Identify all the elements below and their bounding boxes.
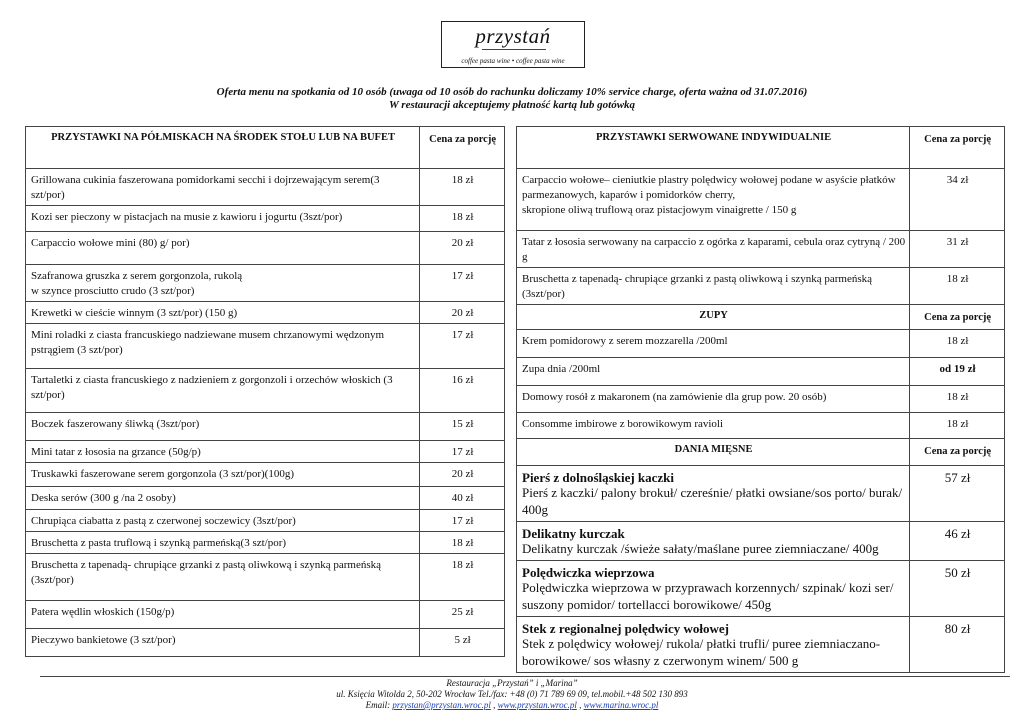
menu-row bbox=[517, 413, 1005, 439]
menu-row bbox=[517, 231, 1005, 268]
menu-row bbox=[26, 510, 505, 532]
dish-name: Mini tatar z łososia na grzance (50g/p) bbox=[31, 446, 201, 458]
intro-text bbox=[0, 86, 1024, 111]
price-header: Cena za porcję bbox=[420, 127, 505, 169]
dish-cell bbox=[517, 358, 910, 386]
logo-tagline: coffee pasta wine • coffee pasta wine bbox=[461, 57, 565, 65]
dish-price: 40 zł bbox=[420, 487, 505, 510]
table-header-row bbox=[26, 127, 505, 169]
menu-row bbox=[517, 466, 1005, 522]
menu-row bbox=[26, 554, 505, 601]
dish-name: Zupa dnia /200ml bbox=[522, 363, 601, 375]
dish-price: 18 zł bbox=[910, 386, 1005, 413]
dish-cell bbox=[26, 265, 420, 302]
dish-cell bbox=[26, 554, 420, 601]
dish-name: Tatar z łososia serwowany na carpaccio z ogórka z kaparami, cebula oraz cytryną / 200 g bbox=[522, 236, 906, 263]
intro-line-2: W restauracji akceptujemy płatność kartą lub gotówką bbox=[388, 98, 636, 111]
dish-cell bbox=[26, 206, 420, 232]
footer bbox=[0, 678, 1024, 711]
dish-price: od 19 zł bbox=[910, 358, 1005, 386]
footer-divider bbox=[40, 676, 1010, 677]
menu-row bbox=[26, 169, 505, 206]
dish-price: 18 zł bbox=[910, 268, 1005, 305]
dish-description: Stek z polędwicy wołowej/ rukola/ płatki trufli/ puree ziemniaczano-borowikowe/ sos własny z czerwonym winem/ 500 g bbox=[522, 636, 881, 668]
dish-name: Truskawki faszerowane serem gorgonzola (3 szt/por)(100g) bbox=[31, 468, 295, 480]
dish-name: Polędwiczka wieprzowa bbox=[522, 565, 655, 580]
table-header-row bbox=[517, 127, 1005, 169]
dish-price: 25 zł bbox=[420, 601, 505, 629]
dish-name: Krem pomidorowy z serem mozzarella /200ml bbox=[522, 335, 728, 347]
price-header: Cena za porcję bbox=[910, 305, 1005, 330]
dish-name: Deska serów (300 g /na 2 osoby) bbox=[31, 492, 176, 504]
dish-cell bbox=[517, 386, 910, 413]
dish-name: Consomme imbirowe z borowikowym ravioli bbox=[522, 418, 724, 430]
footer-email-label: Email: bbox=[365, 700, 393, 710]
footer-separator: , bbox=[490, 700, 498, 710]
dish-name: Pierś z dolnośląskiej kaczki bbox=[522, 470, 675, 485]
dish-cell bbox=[517, 330, 910, 358]
dish-cell bbox=[517, 617, 910, 673]
dish-price: 17 zł bbox=[420, 324, 505, 369]
dish-cell bbox=[26, 601, 420, 629]
menu-row bbox=[517, 330, 1005, 358]
dish-cell bbox=[517, 413, 910, 439]
dish-name: Bruschetta z pasta truflową i szynką parmeńską(3 szt/por) bbox=[31, 537, 287, 549]
dish-name: Stek z regionalnej polędwicy wołowej bbox=[522, 621, 730, 636]
restaurant-logo bbox=[441, 21, 585, 68]
dish-description: Delikatny kurczak /świeże sałaty/maślane puree ziemniaczane/ 400g bbox=[522, 541, 879, 556]
menu-row bbox=[26, 463, 505, 487]
dish-name: Carpaccio wołowe mini (80) g/ por) bbox=[31, 237, 190, 249]
dish-price: 57 zł bbox=[910, 466, 1005, 522]
dish-price: 80 zł bbox=[910, 617, 1005, 673]
dish-cell bbox=[517, 466, 910, 522]
dish-price: 18 zł bbox=[910, 413, 1005, 439]
dish-price: 31 zł bbox=[910, 231, 1005, 268]
logo-name: przystań bbox=[475, 24, 551, 48]
menu-row bbox=[517, 617, 1005, 673]
dish-description: Polędwiczka wieprzowa w przyprawach korzennych/ szpinak/ kozi ser/ suszony pomidor/ tortellacci borowikowe/ 450g bbox=[522, 580, 894, 612]
dish-cell bbox=[26, 463, 420, 487]
starters-individual-table bbox=[516, 126, 1005, 673]
dish-cell bbox=[26, 510, 420, 532]
dish-price: 16 zł bbox=[420, 369, 505, 413]
menu-row bbox=[26, 369, 505, 413]
menu-row bbox=[26, 265, 505, 302]
dish-cell bbox=[26, 441, 420, 463]
dish-price: 18 zł bbox=[420, 206, 505, 232]
dish-cell bbox=[26, 532, 420, 554]
menu-row bbox=[26, 629, 505, 657]
dish-cell bbox=[26, 324, 420, 369]
menu-row bbox=[26, 601, 505, 629]
dish-price: 17 zł bbox=[420, 441, 505, 463]
dish-price: 50 zł bbox=[910, 561, 1005, 617]
dish-price: 17 zł bbox=[420, 265, 505, 302]
section-title: DANIA MIĘSNE bbox=[517, 439, 910, 466]
menu-row bbox=[26, 532, 505, 554]
dish-name: Pieczywo bankietowe (3 szt/por) bbox=[31, 634, 176, 646]
dish-cell bbox=[26, 629, 420, 657]
menu-row bbox=[26, 441, 505, 463]
dish-price: 18 zł bbox=[420, 554, 505, 601]
dish-name: Delikatny kurczak bbox=[522, 526, 625, 541]
dish-name: Boczek faszerowany śliwką (3szt/por) bbox=[31, 418, 200, 430]
dish-cell bbox=[26, 302, 420, 324]
dish-price: 46 zł bbox=[910, 522, 1005, 561]
email-link[interactable]: przystan@przystan.wroc.pl bbox=[392, 700, 491, 710]
dish-name: Patera wędlin włoskich (150g/p) bbox=[31, 606, 175, 618]
dish-cell bbox=[26, 232, 420, 265]
intro-line-1: Oferta menu na spotkania od 10 osób (uwaga od 10 osób do rachunku doliczamy 10% service charge, oferta ważna od 31.07.2016) bbox=[216, 86, 808, 98]
dish-cell bbox=[517, 231, 910, 268]
website-link-marina[interactable]: www.marina.wroc.pl bbox=[583, 700, 659, 710]
menu-row bbox=[26, 324, 505, 369]
dish-cell bbox=[517, 169, 910, 231]
dish-name: Grillowana cukinia faszerowana pomidorkami secchi i dojrzewającym serem(3 szt/por) bbox=[31, 174, 380, 201]
price-header: Cena za porcję bbox=[910, 127, 1005, 169]
starters-platter-table bbox=[25, 126, 505, 657]
menu-row bbox=[517, 358, 1005, 386]
menu-row bbox=[517, 169, 1005, 231]
menu-row bbox=[26, 302, 505, 324]
dish-name: Kozi ser pieczony w pistacjach na musie z kawioru i jogurtu (3szt/por) bbox=[31, 211, 343, 223]
footer-contacts bbox=[0, 700, 1024, 711]
menu-row bbox=[517, 268, 1005, 305]
menu-row bbox=[517, 386, 1005, 413]
dish-cell bbox=[26, 487, 420, 510]
menu-row bbox=[26, 487, 505, 510]
section-title: PRZYSTAWKI SERWOWANE INDYWIDUALNIE bbox=[517, 127, 910, 169]
dish-cell bbox=[26, 413, 420, 441]
dish-price: 15 zł bbox=[420, 413, 505, 441]
dish-name: Mini roladki z ciasta francuskiego nadziewane musem chrzanowymi wędzonym pstrągiem (3 szt/por) bbox=[31, 329, 385, 356]
dish-cell bbox=[517, 268, 910, 305]
dish-price: 18 zł bbox=[910, 330, 1005, 358]
price-header: Cena za porcję bbox=[910, 439, 1005, 466]
dish-name: Carpaccio wołowe– cieniutkie plastry polędwicy wołowej podane w asyście płatków parmezanowych, kaparów i pomidorków cherry, skropione oliwą truflową oraz pistacjowym vinaigrette / 150 g bbox=[522, 174, 896, 216]
footer-restaurants: Restauracja „Przystań” i „Marina” bbox=[446, 678, 578, 688]
soups-header-row bbox=[517, 305, 1005, 330]
dish-cell bbox=[26, 169, 420, 206]
dish-price: 18 zł bbox=[420, 532, 505, 554]
meat-header-row bbox=[517, 439, 1005, 466]
dish-price: 18 zł bbox=[420, 169, 505, 206]
dish-price: 17 zł bbox=[420, 510, 505, 532]
dish-name: Tartaletki z ciasta francuskiego z nadzieniem z gorgonzoli i orzechów włoskich (3 szt/por) bbox=[31, 374, 393, 401]
menu-row bbox=[517, 522, 1005, 561]
dish-price: 20 zł bbox=[420, 302, 505, 324]
menu-row bbox=[26, 413, 505, 441]
dish-name: Szafranowa gruszka z serem gorgonzola, rukolą w szynce prosciutto crudo (3 szt/por) bbox=[31, 270, 243, 297]
dish-price: 20 zł bbox=[420, 463, 505, 487]
section-title: ZUPY bbox=[517, 305, 910, 330]
dish-description: Pierś z kaczki/ palony brokuł/ czereśnie/ płatki owsiane/sos porto/ burak/ 400g bbox=[522, 485, 903, 517]
dish-price: 34 zł bbox=[910, 169, 1005, 231]
footer-separator: , bbox=[576, 700, 584, 710]
footer-address: ul. Księcia Witolda 2, 50-202 Wrocław Tel./fax: +48 (0) 71 789 69 09, tel.mobil.+48 502 130 893 bbox=[336, 689, 688, 699]
dish-name: Domowy rosół z makaronem (na zamówienie dla grup pow. 20 osób) bbox=[522, 391, 827, 403]
dish-cell bbox=[26, 369, 420, 413]
menu-row bbox=[26, 206, 505, 232]
dish-name: Krewetki w cieście winnym (3 szt/por) (150 g) bbox=[31, 307, 238, 319]
menu-row bbox=[517, 561, 1005, 617]
section-title-platters: PRZYSTAWKI NA PÓŁMISKACH NA ŚRODEK STOŁU LUB NA BUFET bbox=[26, 127, 420, 169]
dish-name: Bruschetta z tapenadą- chrupiące grzanki z pastą oliwkową i szynką parmeńską (3szt/por) bbox=[31, 559, 382, 586]
dish-cell bbox=[517, 561, 910, 617]
dish-cell bbox=[517, 522, 910, 561]
dish-price: 5 zł bbox=[420, 629, 505, 657]
website-link-przystan[interactable]: www.przystan.wroc.pl bbox=[497, 700, 577, 710]
dish-price: 20 zł bbox=[420, 232, 505, 265]
dish-name: Chrupiąca ciabatta z pastą z czerwonej soczewicy (3szt/por) bbox=[31, 515, 296, 527]
logo-underline bbox=[482, 49, 546, 50]
dish-name: Bruschetta z tapenadą- chrupiące grzanki z pastą oliwkową i szynką parmeńską (3szt/por) bbox=[522, 273, 873, 300]
menu-row bbox=[26, 232, 505, 265]
